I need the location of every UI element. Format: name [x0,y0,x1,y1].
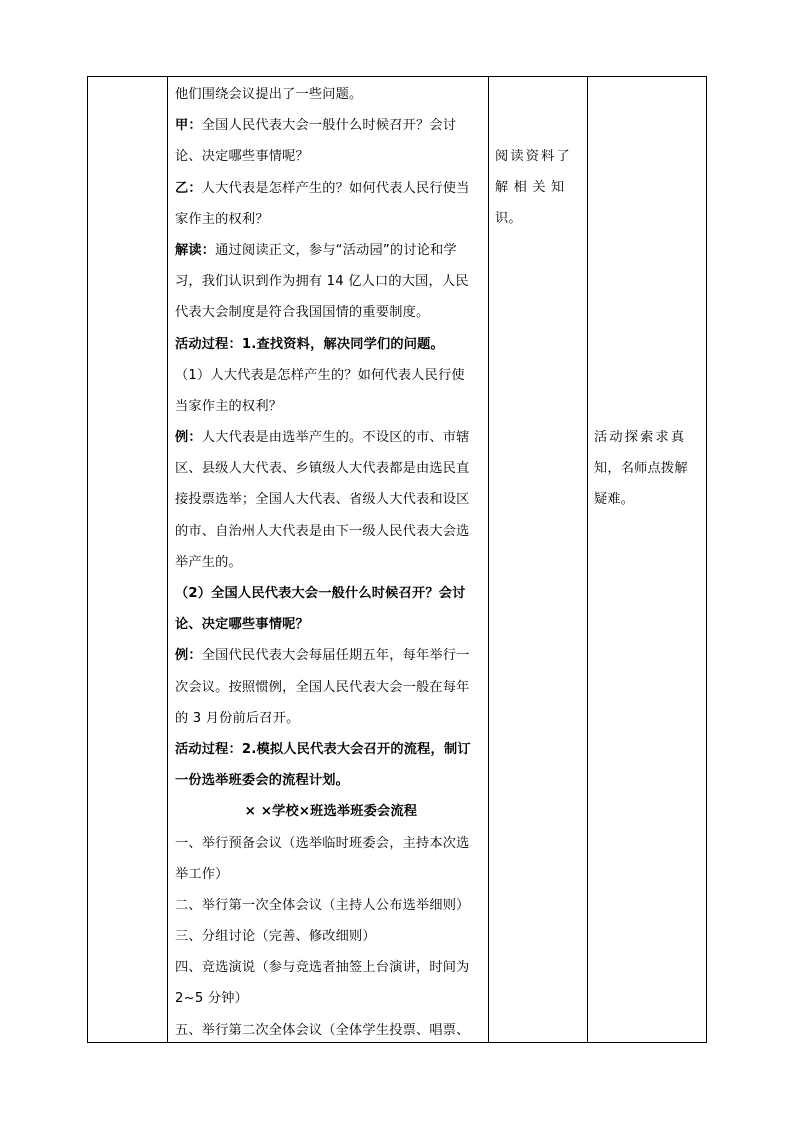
text-run: （2）全国人民代表大会一般什么时候召开？会讨 [175,586,466,601]
text-run: 接投票选举；全国人大代表、省级人大代表和设区 [175,492,470,508]
text-line [175,141,487,172]
text-line [175,796,487,827]
text-line [175,266,487,297]
text-line [175,422,487,453]
text-line [175,703,487,734]
text-run: 家作主的权利？ [175,211,269,227]
text-run: 例： [175,648,202,664]
text-run: 甲： [175,118,202,134]
text-run: 全国代民代表大会每届任期五年，每年举行一 [201,648,470,664]
text-line [175,578,487,609]
text-line [175,672,487,703]
teaching-process-cell [175,79,487,1046]
text-line [175,983,487,1014]
text-run: 当家作主的权利？ [175,398,283,414]
text-line [175,110,487,141]
text-line [175,329,487,360]
text-line [175,1015,487,1046]
text-run: 举产生的。 [175,554,242,570]
text-line [175,516,487,547]
text-line [175,484,487,515]
text-run: 二、举行第一次全体会议（主持人公布选举细则） [175,897,470,913]
text-run: 一份选举班委会的流程计划。 [175,773,350,789]
text-run: 乙： [175,180,202,196]
text-run: 四、竞选演说（参与竞选者抽签上台演讲，时间为 [175,960,470,976]
text-run: 通过阅读正文，参与“活动园”的讨论和学 [215,242,457,258]
text-run: 例： [175,430,202,446]
text-run: 2~5 分钟） [175,991,248,1007]
text-line [175,453,487,484]
text-run: 论、决定哪些事情呢？ [175,617,309,633]
text-run: 习，我们认识到作为拥有 14 亿人口的大国，人民 [175,274,469,290]
text-run: 的 3 月份前后召开。 [175,710,300,726]
text-line [175,173,487,204]
text-line [175,952,487,983]
text-run: 三、分组讨论（完善、修改细则） [175,929,376,945]
text-line [175,640,487,671]
lesson-plan-table [87,76,707,1043]
text-line [175,734,487,765]
text-run: 活动过程：1.查找资料，解决同学们的问题。 [175,336,444,352]
text-run: 全国人民代表大会一般什么时候召开？会讨 [201,118,457,134]
design-intent-line: 知，名师点拨解 [594,461,688,477]
text-line [175,235,487,266]
text-run: 他们围绕会议提出了一些问题。 [175,87,363,102]
text-run: 人大代表是怎样产生的？如何代表人民行使当 [201,180,470,196]
student-activity-line: 阅读资料了 [495,149,572,164]
student-activity-cell [495,141,583,235]
text-line [175,765,487,796]
text-run: 举工作） [175,866,229,882]
text-line [175,391,487,422]
text-run: 人大代表是由选举产生的。不设区的市、市辖 [201,430,470,446]
text-run: （1）人大代表是怎样产生的？如何代表人民行使 [175,367,465,383]
design-intent-cell [594,422,702,516]
text-line [175,79,487,110]
text-run: 论、决定哪些事情呢？ [175,149,309,165]
design-intent-line: 疑难。 [594,492,635,508]
text-run: 活动过程：2.模拟人民代表大会召开的流程，制订 [175,741,471,757]
text-run: 一、举行预备会议（选举临时班委会，主持本次选 [175,835,470,851]
text-run: 的市、自治州人大代表是由下一级人民代表大会选 [175,523,470,539]
column-divider [587,77,588,1042]
student-activity-line: 解相关知 [495,180,570,196]
text-line [175,297,487,328]
column-divider [488,77,489,1042]
text-line [175,204,487,235]
text-line [175,828,487,859]
text-line [175,609,487,640]
text-line [175,360,487,391]
text-run: × ×学校×班选举班委会流程 [244,804,418,820]
text-run: 解读： [175,242,216,258]
text-line [175,890,487,921]
text-run: 次会议。按照惯例，全国人民代表大会一般在每年 [175,679,470,695]
text-line [175,547,487,578]
text-line [175,859,487,890]
student-activity-line: 识。 [495,211,522,227]
column-divider [167,77,168,1042]
text-run: 代表大会制度是符合我国国情的重要制度。 [175,305,430,321]
design-intent-line: 活动探索求真 [594,430,687,445]
text-run: 五、举行第二次全体会议（全体学生投票、唱票、 [175,1022,470,1038]
text-line [175,921,487,952]
text-run: 区、县级人大代表、乡镇级人大代表都是由选民直 [175,461,470,477]
